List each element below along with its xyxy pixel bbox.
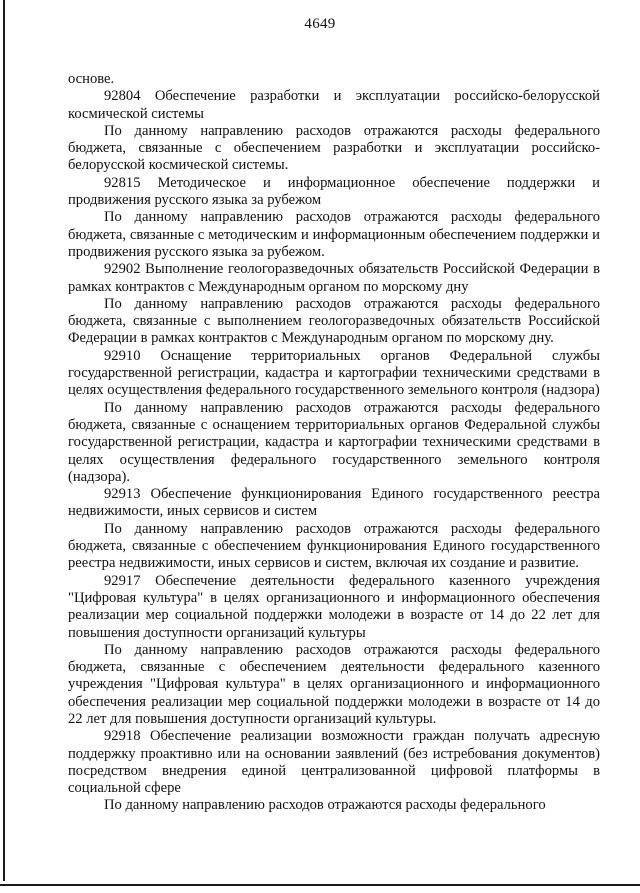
scan-margin-bottom: [0, 881, 640, 893]
expense-code-heading-92804: 92804 Обеспечение разработки и эксплуатации российско-белорусской космической системы: [68, 88, 600, 122]
scan-edge-left: [3, 0, 5, 893]
scan-edge-bottom: [0, 884, 640, 886]
document-body: [68, 71, 600, 815]
page-number: 4649: [304, 16, 336, 32]
expense-description-92804: По данному направлению расходов отражаются расходы федерального бюджета, связанные с обеспечением разработки и эксплуатации российско-белорусской космической системы.: [68, 122, 600, 174]
expense-code-heading-92910: 92910 Оснащение территориальных органов Федеральной службы государственной регистрации, кадастра и картографии техническими средствами в целях осуществления федерального государственного земельного контроля (надзора): [68, 347, 600, 399]
expense-description-92815: По данному направлению расходов отражаются расходы федерального бюджета, связанные с методическим и информационным обеспечением поддержки и продвижения русского языка за рубежом.: [68, 209, 600, 260]
continuation-paragraph: основе.: [68, 71, 115, 87]
expense-code-heading-92918: 92918 Обеспечение реализации возможности граждан получать адресную поддержку проактивно или на основании заявлений (без истребования документов) посредством внедрения единой централизованной цифровой платформы в социальной сфере: [68, 728, 600, 797]
expense-code-heading-92902: 92902 Выполнение геологоразведочных обязательств Российской Федерации в рамках контрактов с Международным органом по морскому дну: [68, 261, 600, 295]
expense-description-92910: По данному направлению расходов отражаются расходы федерального бюджета, связанные с оснащением территориальных органов Федеральной службы государственной регистрации, кадастра и картографии техническими средствами в целях осуществления федерального государственного земельного контроля (надзора).: [68, 399, 600, 485]
expense-description-92913: По данному направлению расходов отражаются расходы федерального бюджета, связанные с обеспечением функционирования Единого государственного реестра недвижимости, иных сервисов и систем, включая их создание и развитие.: [68, 520, 600, 572]
expense-description-92917: По данному направлению расходов отражаются расходы федерального бюджета, связанные с обеспечением деятельности федерального казенного учреждения "Цифровая культура" в целях организационного и информационного обеспечения реализации мер социальной поддержки молодежи в возрасте от 14 до 22 лет для повышения доступности организаций культуры.: [68, 641, 600, 727]
expense-code-heading-92815: 92815 Методическое и информационное обеспечение поддержки и продвижения русского языка за рубежом: [68, 174, 600, 209]
expense-description-92918: По данному направлению расходов отражаются расходы федерального: [104, 797, 546, 814]
expense-code-heading-92917: 92917 Обеспечение деятельности федерального казенного учреждения "Цифровая культура" в целях организационного и информационного обеспечения реализации мер социальной поддержки молодежи в возрасте от 14 до 22 лет для повышения доступности организаций культуры: [68, 572, 600, 641]
expense-description-92902: По данному направлению расходов отражаются расходы федерального бюджета, связанные с выполнением геологоразведочных обязательств Российской Федерации в рамках контрактов с Международным органом по морскому дну.: [68, 295, 600, 347]
expense-code-heading-92913: 92913 Обеспечение функционирования Единого государственного реестра недвижимости, иных сервисов и систем: [68, 486, 600, 520]
